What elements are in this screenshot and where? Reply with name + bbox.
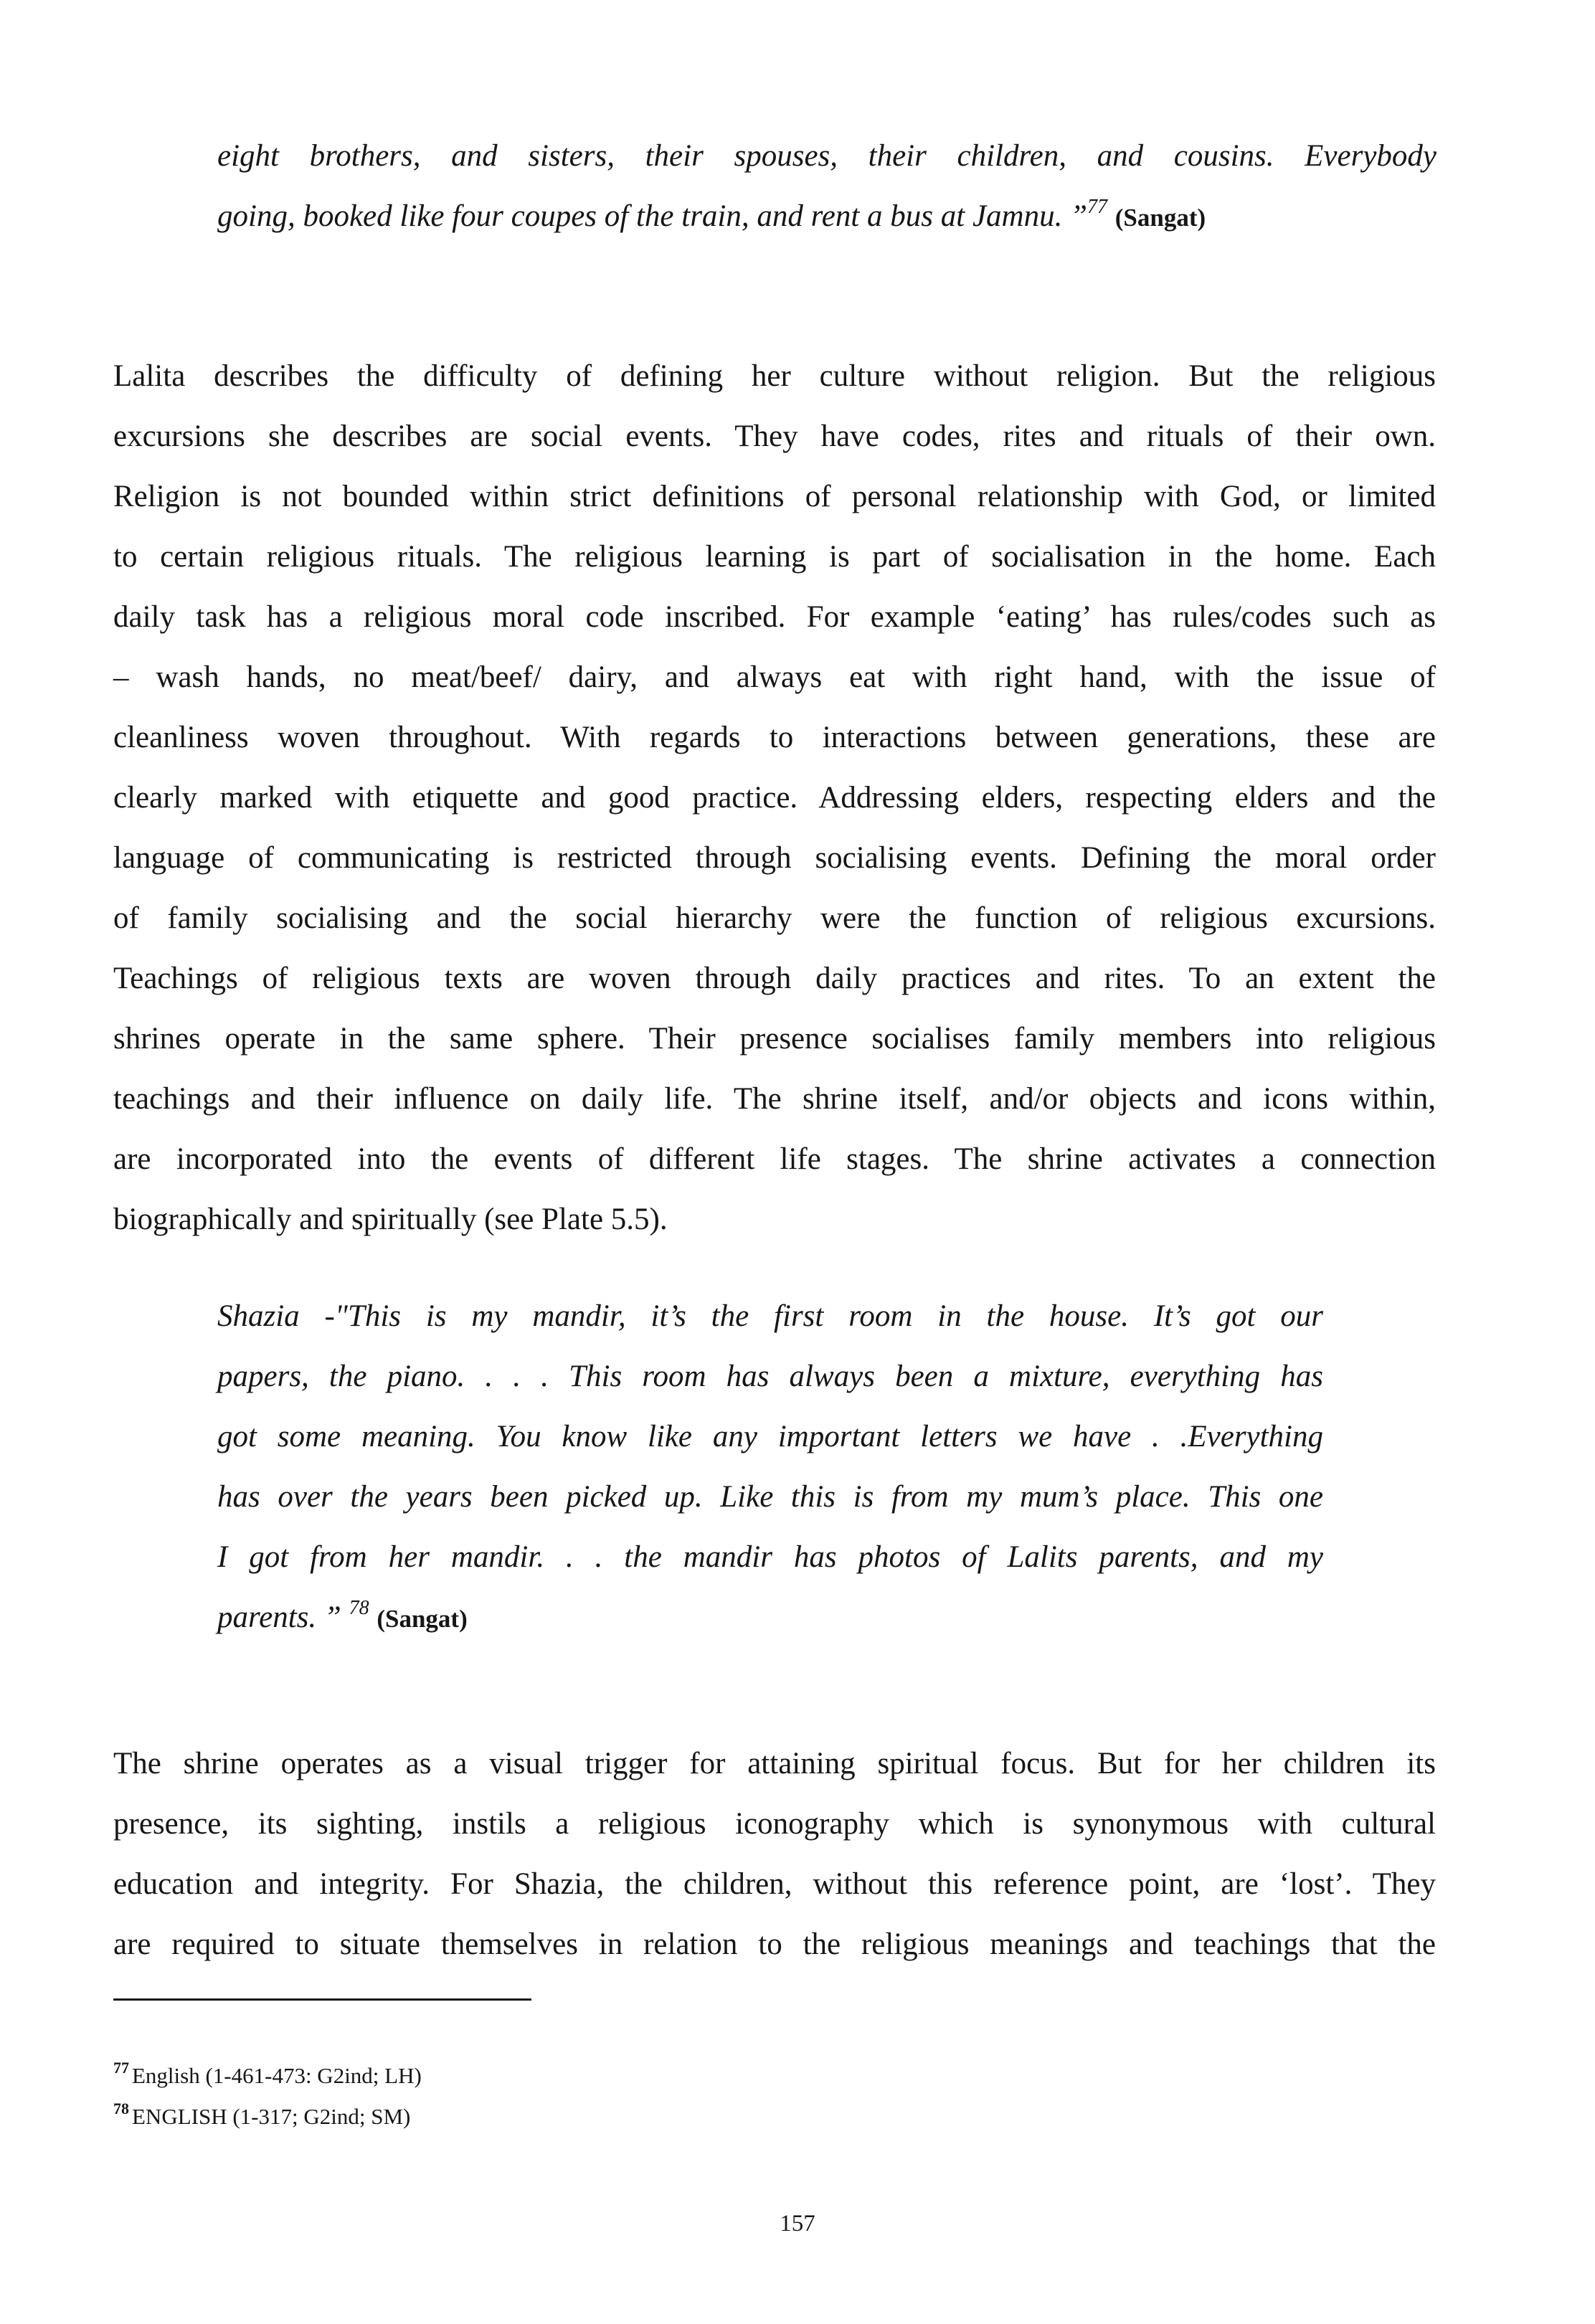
quote-line: I got from her mandir. . . the mandir has photos of Lalits parents, and my (217, 1540, 1323, 1574)
quote-line (217, 1588, 1323, 1649)
footnote-ref-78: 78 (349, 1597, 369, 1619)
paragraph-line: – wash hands, no meat/beef/ dairy, and always eat with right hand, with the issue of (113, 660, 1436, 694)
footnote-text: ENGLISH (1-317; G2ind; SM) (132, 2104, 411, 2129)
footnote-divider (113, 1998, 531, 2001)
quote-line: has over the years been picked up. Like this is from my mum’s place. This one (217, 1480, 1323, 1514)
paragraph-line: excursions she describes are social events. They have codes, rites and rituals of their own. (113, 419, 1436, 453)
paragraph-line: of family socialising and the social hierarchy were the function of religious excursions. (113, 901, 1436, 935)
body-paragraph-1 (113, 346, 1436, 1250)
footnote-number: 78 (113, 2100, 129, 2117)
quote-block-shazia (217, 1286, 1323, 1649)
footnote-77 (113, 2059, 422, 2090)
paragraph-line: shrines operate in the same sphere. Their presence socialises family members into religious (113, 1022, 1436, 1056)
paragraph-line: education and integrity. For Shazia, the children, without this reference point, are ‘lost’. They (113, 1867, 1436, 1901)
quote-line-text: parents. ” (217, 1600, 349, 1634)
paragraph-line: Teachings of religious texts are woven through daily practices and rites. To an extent the (113, 962, 1436, 995)
footnote-ref-77: 77 (1087, 196, 1108, 218)
quote-line (217, 186, 1437, 248)
paragraph-line: presence, its sighting, instils a religious iconography which is synonymous with cultural (113, 1807, 1436, 1841)
paragraph-line: The shrine operates as a visual trigger for attaining spiritual focus. But for her children its (113, 1747, 1436, 1780)
paragraph-line: to certain religious rituals. The religious learning is part of socialisation in the home. Each (113, 540, 1436, 574)
quote-line: eight brothers, and sisters, their spouses, their children, and cousins. Everybody (217, 139, 1437, 173)
paragraph-line: Lalita describes the difficulty of defining her culture without religion. But the religious (113, 359, 1436, 393)
quote-citation: (Sangat) (377, 1605, 468, 1633)
footnote-text: English (1-461-473: G2ind; LH) (132, 2063, 422, 2088)
paragraph-line: are incorporated into the events of different life stages. The shrine activates a connection (113, 1142, 1436, 1176)
paragraph-line: cleanliness woven throughout. With regards to interactions between generations, these are (113, 721, 1436, 754)
paragraph-line: are required to situate themselves in relation to the religious meanings and teachings that the (113, 1927, 1436, 1961)
quote-line: Shazia -"This is my mandir, it’s the first room in the house. It’s got our (217, 1299, 1323, 1333)
paragraph-line: teachings and their influence on daily life. The shrine itself, and/or objects and icons within, (113, 1082, 1436, 1116)
footnote-78 (113, 2102, 410, 2131)
paragraph-line: language of communicating is restricted through socialising events. Defining the moral order (113, 841, 1436, 875)
quote-line: got some meaning. You know like any important letters we have . .Everything (217, 1420, 1323, 1453)
quote-line-text: going, booked like four coupes of the train, and rent a bus at Jamnu. ” (217, 199, 1088, 233)
paragraph-line: daily task has a religious moral code inscribed. For example ‘eating’ has rules/codes such as (113, 600, 1436, 634)
quote-line: papers, the piano. . . . This room has always been a mixture, everything has (217, 1360, 1323, 1393)
quote-block-continued (217, 126, 1437, 248)
page-number: 157 (780, 2211, 815, 2237)
paragraph-line: biographically and spiritually (see Plate 5.5). (113, 1203, 668, 1236)
quote-citation: (Sangat) (1114, 204, 1206, 232)
body-paragraph-2 (113, 1734, 1436, 1975)
footnote-number: 77 (113, 2059, 129, 2077)
paragraph-line: Religion is not bounded within strict definitions of personal relationship with God, or limited (113, 480, 1436, 513)
paragraph-line: clearly marked with etiquette and good practice. Addressing elders, respecting elders and the (113, 781, 1436, 815)
